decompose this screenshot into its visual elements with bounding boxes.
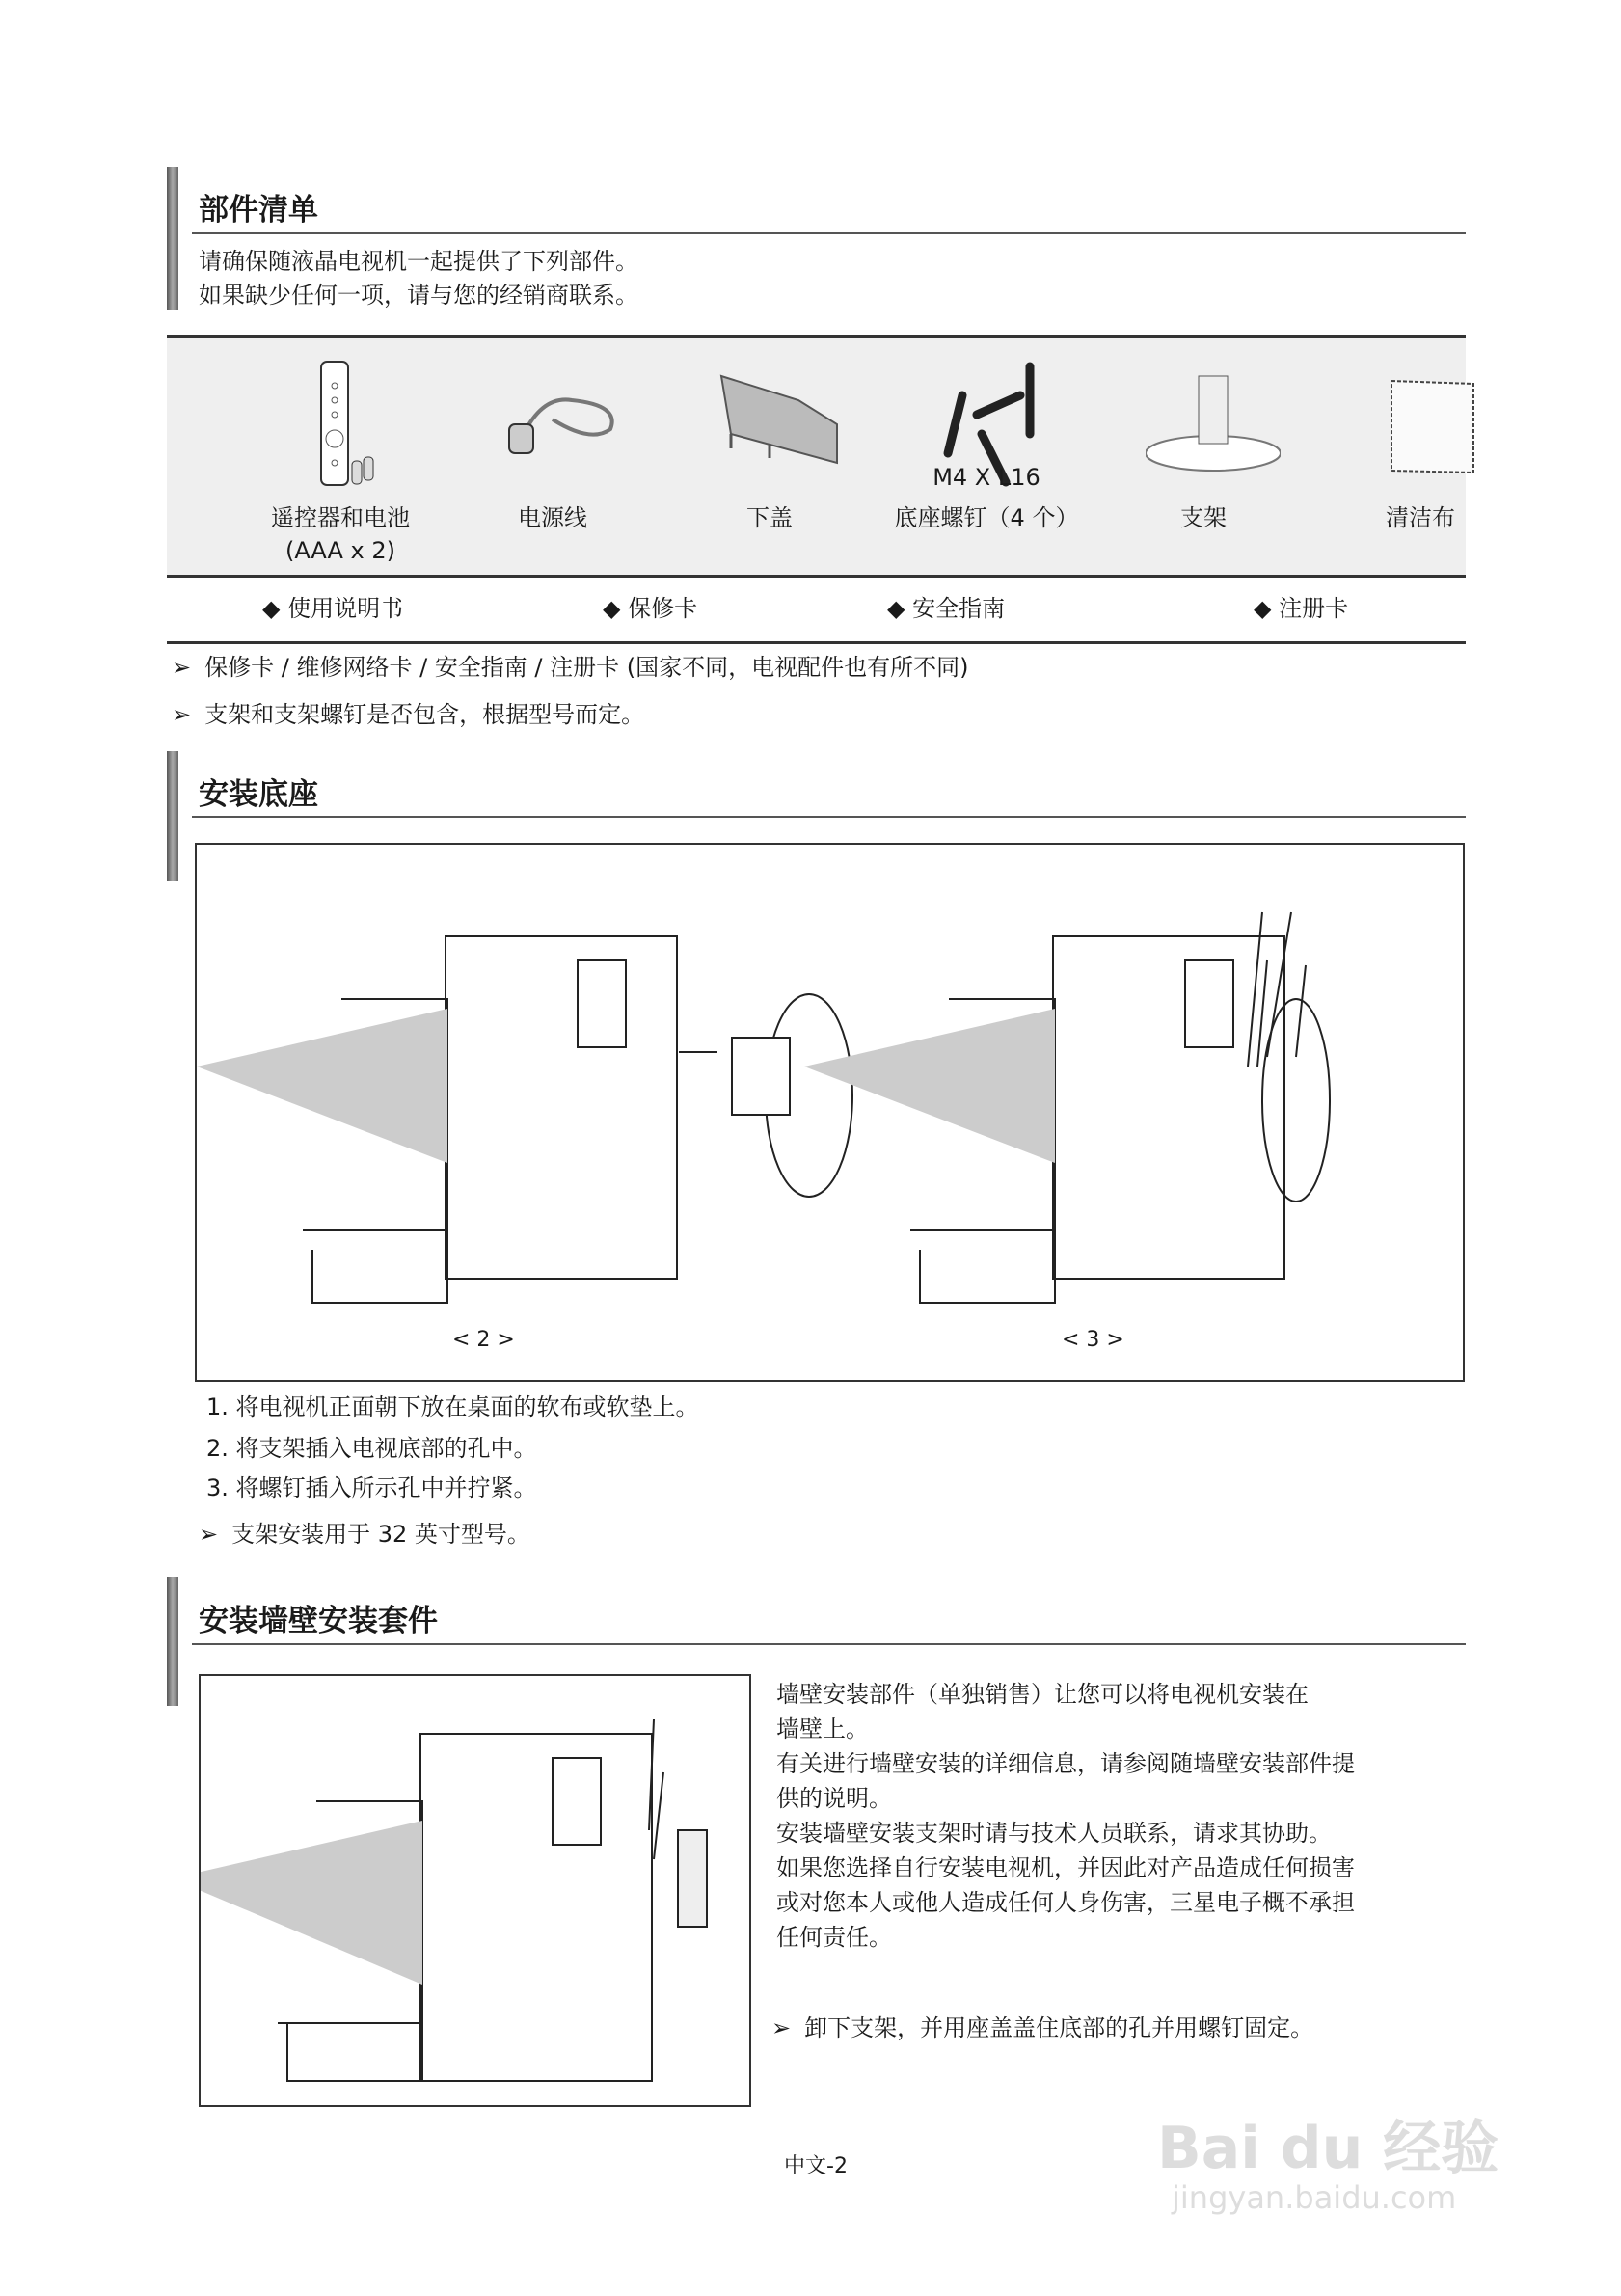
note: ➢ 卸下支架，并用座盖盖住底部的孔并用螺钉固定。 <box>771 2012 1313 2044</box>
paragraph-line: 如果您选择自行安装电视机，并因此对产品造成任何损害 <box>776 1854 1355 1881</box>
step: 2. 将支架插入电视底部的孔中。 <box>206 1435 537 1462</box>
figure-label-2: < 2 > <box>452 1328 515 1352</box>
stand-icon <box>1146 357 1281 492</box>
cover-icon <box>712 357 847 492</box>
paragraph-line: 墙壁安装部件（单独销售）让您可以将电视机安装在 <box>776 1681 1309 1708</box>
part-label: 支架 <box>1180 504 1227 531</box>
tv-stand-illustration <box>197 845 1463 1380</box>
section-marker <box>167 1577 178 1706</box>
intro-line: 如果缺少任何一项，请与您的经销商联系。 <box>199 282 638 309</box>
wall-mount-illustration <box>201 1676 749 2105</box>
parts-panel <box>167 335 1466 578</box>
remote-icon <box>283 357 398 492</box>
part-cloth <box>1324 338 1517 581</box>
stand-install-figure <box>195 843 1465 1382</box>
doc-warranty: ◆ 保修卡 <box>603 595 698 622</box>
part-label: 清洁布 <box>1386 504 1455 531</box>
section-title: 安装墙壁安装套件 <box>199 1604 438 1638</box>
section-marker <box>167 751 178 881</box>
paragraph-line: 有关进行墙壁安装的详细信息，请参阅随墙壁安装部件提 <box>776 1750 1355 1777</box>
doc-manual: ◆ 使用说明书 <box>262 595 404 622</box>
paragraph-line: 供的说明。 <box>776 1785 892 1812</box>
paragraph-line: 墙壁上。 <box>776 1715 869 1742</box>
part-cover <box>673 338 866 581</box>
arrow-icon: ➢ <box>771 2014 792 2041</box>
paragraph-line: 安装墙壁安装支架时请与技术人员联系，请求其协助。 <box>776 1820 1332 1847</box>
watermark-url: jingyan.baidu.com <box>1172 2179 1457 2216</box>
arrow-icon: ➢ <box>172 701 192 728</box>
divider <box>192 232 1466 234</box>
screw-spec: M4 X L16 <box>932 464 1040 491</box>
watermark-logo: Bai du 经验 <box>1157 2115 1499 2182</box>
part-label: 下盖 <box>746 504 793 531</box>
section-marker <box>167 167 178 310</box>
part-label: 底座螺钉（4 个） <box>894 504 1079 531</box>
arrow-icon: ➢ <box>199 1521 219 1548</box>
note: ➢ 支架安装用于 32 英寸型号。 <box>199 1518 530 1551</box>
section-title: 安装底座 <box>199 777 318 812</box>
part-remote <box>244 338 437 581</box>
part-power-cord <box>456 338 649 581</box>
page-number: 中文-2 <box>784 2154 848 2178</box>
power-cord-icon <box>495 357 630 492</box>
note: ➢ 保修卡 / 维修网络卡 / 安全指南 / 注册卡 (国家不同，电视配件也有所不同) <box>172 651 969 684</box>
wall-mount-figure <box>199 1674 751 2107</box>
doc-safety: ◆ 安全指南 <box>887 595 1006 622</box>
part-screws <box>890 338 1083 581</box>
note: ➢ 支架和支架螺钉是否包含，根据型号而定。 <box>172 698 644 731</box>
divider <box>192 1643 1466 1645</box>
divider <box>167 641 1466 644</box>
figure-label-3: < 3 > <box>1062 1328 1124 1352</box>
section-title: 部件清单 <box>199 193 318 228</box>
part-stand <box>1107 338 1300 581</box>
intro-line: 请确保随液晶电视机一起提供了下列部件。 <box>199 248 638 275</box>
doc-registration: ◆ 注册卡 <box>1254 595 1349 622</box>
cloth-icon <box>1363 357 1498 492</box>
paragraph-line: 任何责任。 <box>776 1924 892 1951</box>
part-sublabel: (AAA x 2) <box>284 537 396 564</box>
step: 3. 将螺钉插入所示孔中并拧紧。 <box>206 1474 537 1501</box>
paragraph-line: 或对您本人或他人造成任何人身伤害，三星电子概不承担 <box>776 1889 1355 1916</box>
part-label: 遥控器和电池 <box>271 504 410 531</box>
part-label: 电源线 <box>518 504 587 531</box>
divider <box>192 816 1466 818</box>
arrow-icon: ➢ <box>172 654 192 681</box>
step: 1. 将电视机正面朝下放在桌面的软布或软垫上。 <box>206 1393 699 1420</box>
